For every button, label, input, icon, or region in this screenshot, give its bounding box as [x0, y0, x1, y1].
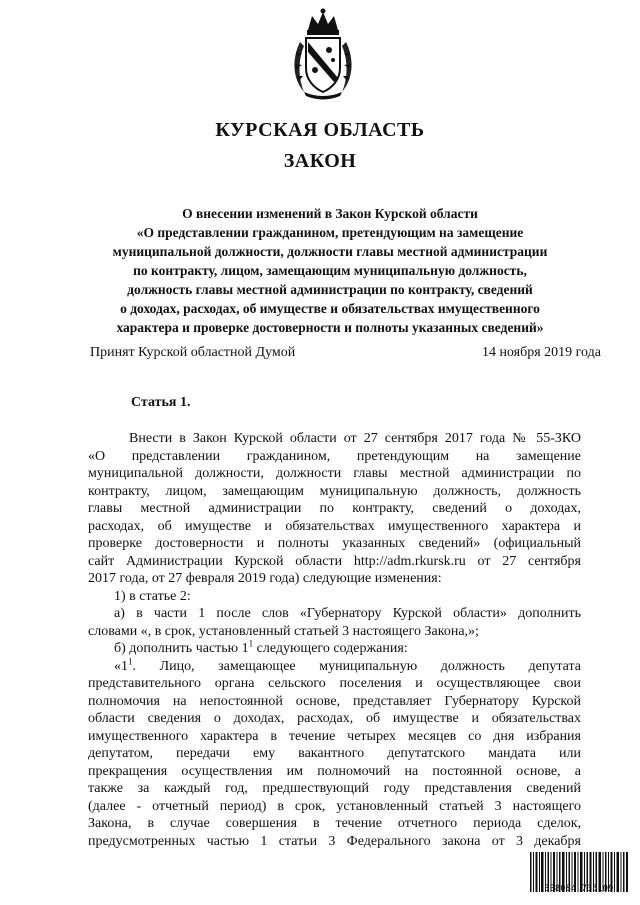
- quote-line: предусмотренных частью 1 статьи 3 Федерального закона от 3 декабря: [88, 833, 581, 849]
- adoption-line: [90, 345, 601, 361]
- body-line: проверке достоверности и полноты указанных сведений» (официальный: [88, 536, 581, 551]
- body-line: муниципальной должности, должности главы местной администрации по: [88, 466, 581, 481]
- coat-of-arms-icon: [290, 8, 356, 100]
- adoption-date: 14 ноября 2019 года: [481, 345, 601, 360]
- body-line: сайт Администрации Курской области http://adm.rkursk.ru от 27 сентября: [88, 553, 581, 569]
- quote-first-line: «$1^1$. Лицо, замещающее муниципальную должность депутата: [114, 655, 581, 674]
- law-heading: [60, 204, 600, 337]
- quote-line: представительного органа сельского поселения и осуществляющее свои: [88, 676, 581, 691]
- item-a-line: а) в части 1 после слов «Губернатору Курской области» дополнить: [114, 606, 581, 621]
- region-title: КУРСКАЯ ОБЛАСТЬ: [215, 119, 425, 141]
- heading-line: О внесении изменений в Закон Курской области: [182, 206, 478, 221]
- item-1: 1) в статье 2:: [114, 588, 191, 604]
- heading-line: о доходах, расходах, об имуществе и обязательствах имущественного: [120, 301, 540, 316]
- quote-line: области сведения о доходах, расходах, об имуществе и обязательствах: [88, 711, 581, 726]
- quote-line: депутатом, передачи ему вакантного депутатского мандата или: [88, 746, 581, 761]
- adopted-by: Принят Курской областной Думой: [90, 345, 296, 360]
- document-body: [88, 430, 581, 850]
- quote-line: Закона, в случае совершения в течение отчетного периода сделок,: [88, 816, 581, 831]
- barcode-number: 308084 735109: [544, 884, 614, 894]
- article-title: Статья 1.: [131, 395, 191, 410]
- body-line: 2017 года, от 27 февраля 2019 года) следующие изменения:: [88, 571, 442, 586]
- heading-line: по контракту, лицом, замещающим муниципальную должность,: [133, 263, 527, 278]
- body-line: главы местной администрации по контракту, сведений о доходах,: [88, 501, 581, 516]
- heading-line: характера и проверке достоверности и полноты указанных сведений»: [116, 320, 544, 335]
- heading-line: должность главы местной администрации по контракту, сведений: [127, 282, 533, 297]
- quote-line: также за каждый год, предшествующий году представления сведений: [88, 781, 581, 796]
- item-a-line: словами «, в срок, установленный статьей 3 настоящего Закона,»;: [88, 623, 479, 639]
- quote-line: (далее - отчетный период) в срок, установленный статьей 3 настоящего: [88, 798, 581, 814]
- quote-line: прекращения осуществления им полномочий на постоянной основе, а: [88, 763, 581, 779]
- item-b: б) дополнить частью $1^1$ следующего содержания:: [114, 638, 408, 656]
- quote-line: полномочия на непостоянной основе, представляет Губернатору Курской: [88, 693, 581, 709]
- document-type-title: ЗАКОН: [283, 150, 357, 172]
- quote-line: имущественного характера в течение четырех месяцев со дня избрания: [88, 728, 581, 744]
- body-line: Внести в Закон Курской области от 27 сентября 2017 года № 55-ЗКО: [129, 431, 581, 446]
- body-line: расходах, об имуществе и обязательствах имущественного характера и: [88, 518, 581, 534]
- body-line: «О представлении гражданином, претендующим на замещение: [88, 448, 581, 464]
- body-line: контракту, лицом, замещающим муниципальную должность, должность: [88, 483, 581, 499]
- heading-line: «О представлении гражданином, претендующим на замещение: [136, 225, 524, 240]
- heading-line: муниципальной должности, должности главы местной администрации: [112, 244, 548, 259]
